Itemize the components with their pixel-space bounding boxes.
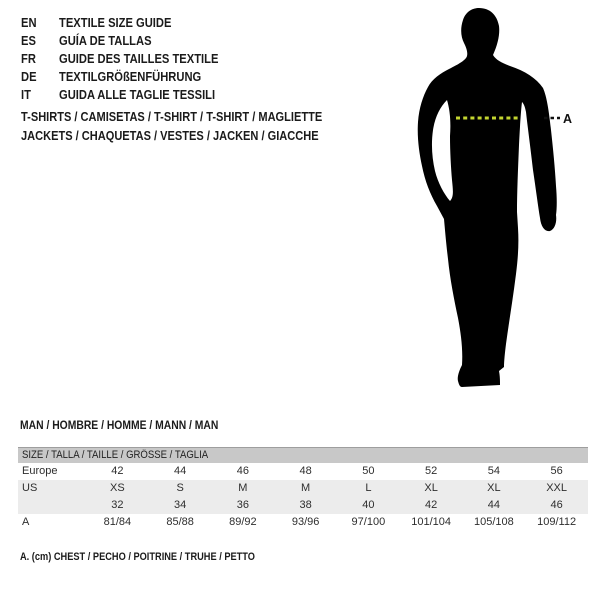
language-code: FR (21, 51, 36, 66)
cell: 52 (425, 465, 438, 477)
language-title: TEXTILE SIZE GUIDE (59, 15, 172, 30)
language-title: TEXTILGRÖßENFÜHRUNG (59, 69, 202, 84)
table-row-uk (18, 497, 588, 514)
cell: 50 (362, 465, 375, 477)
language-title: GUÍA DE TALLAS (59, 33, 152, 48)
cell: 46 (236, 465, 249, 477)
row-label: Europe (22, 465, 58, 477)
man-figure (400, 0, 600, 420)
language-title: GUIDA ALLE TAGLIE TESSILI (59, 87, 216, 102)
row-label: US (22, 482, 38, 494)
man-silhouette (418, 8, 557, 387)
category-list (21, 108, 375, 145)
size-table-header: SIZE / TALLA / TAILLE / GRÖSSE / TAGLIA (18, 447, 588, 463)
row-label: A (22, 516, 30, 528)
cell: 89/92 (229, 516, 257, 528)
cell: 81/84 (103, 516, 132, 528)
language-row-fr (21, 50, 244, 68)
cell: 38 (299, 499, 312, 511)
cell: 101/104 (411, 516, 451, 528)
cell: 54 (487, 465, 500, 477)
cell: 34 (174, 499, 187, 511)
language-row-en (21, 14, 244, 32)
cell: 40 (362, 499, 375, 511)
cell: 93/96 (291, 516, 320, 528)
cell: M (238, 482, 248, 494)
table-row-europe (18, 463, 588, 480)
cell: 36 (236, 499, 249, 511)
language-code: ES (21, 33, 36, 48)
category-jackets: JACKETS / CHAQUETAS / VESTES / JACKEN / GIACCHE (21, 127, 319, 143)
cell: 46 (550, 499, 563, 511)
cell: 44 (174, 465, 187, 477)
cell: XL (424, 482, 438, 494)
cell: 85/88 (166, 516, 194, 528)
cell: XXL (546, 482, 568, 494)
cell: XS (110, 482, 125, 494)
cell: 105/108 (473, 516, 514, 528)
measurement-footnote: A. (cm) CHEST / PECHO / POITRINE / TRUHE / PETTO (20, 551, 255, 563)
language-code: DE (21, 69, 37, 84)
category-tshirts: T-SHIRTS / CAMISETAS / T-SHIRT / T-SHIRT / MAGLIETTE (21, 109, 323, 124)
cell: L (365, 482, 372, 494)
language-code: EN (21, 15, 37, 30)
language-code: IT (21, 87, 31, 102)
cell: 42 (111, 465, 124, 477)
language-title: GUIDE DES TAILLES TEXTILE (59, 51, 219, 66)
table-row-chest-a (18, 514, 588, 531)
cell: 42 (425, 499, 438, 511)
language-row-it (21, 86, 244, 104)
cell: S (176, 482, 184, 494)
cell: M (301, 482, 311, 494)
cell: 44 (487, 499, 500, 511)
table-row-us (18, 480, 588, 497)
cell: 48 (299, 465, 312, 477)
language-row-de (21, 68, 244, 86)
section-title: MAN / HOMBRE / HOMME / MANN / MAN (20, 420, 219, 432)
cell: 32 (111, 499, 124, 511)
cell: 56 (550, 465, 563, 477)
cell: XL (487, 482, 501, 494)
size-table (18, 447, 588, 531)
cell: 97/100 (351, 516, 386, 528)
measure-label-a: A (563, 112, 573, 126)
cell: 109/112 (537, 516, 577, 528)
language-list (21, 14, 244, 104)
language-row-es (21, 32, 244, 50)
